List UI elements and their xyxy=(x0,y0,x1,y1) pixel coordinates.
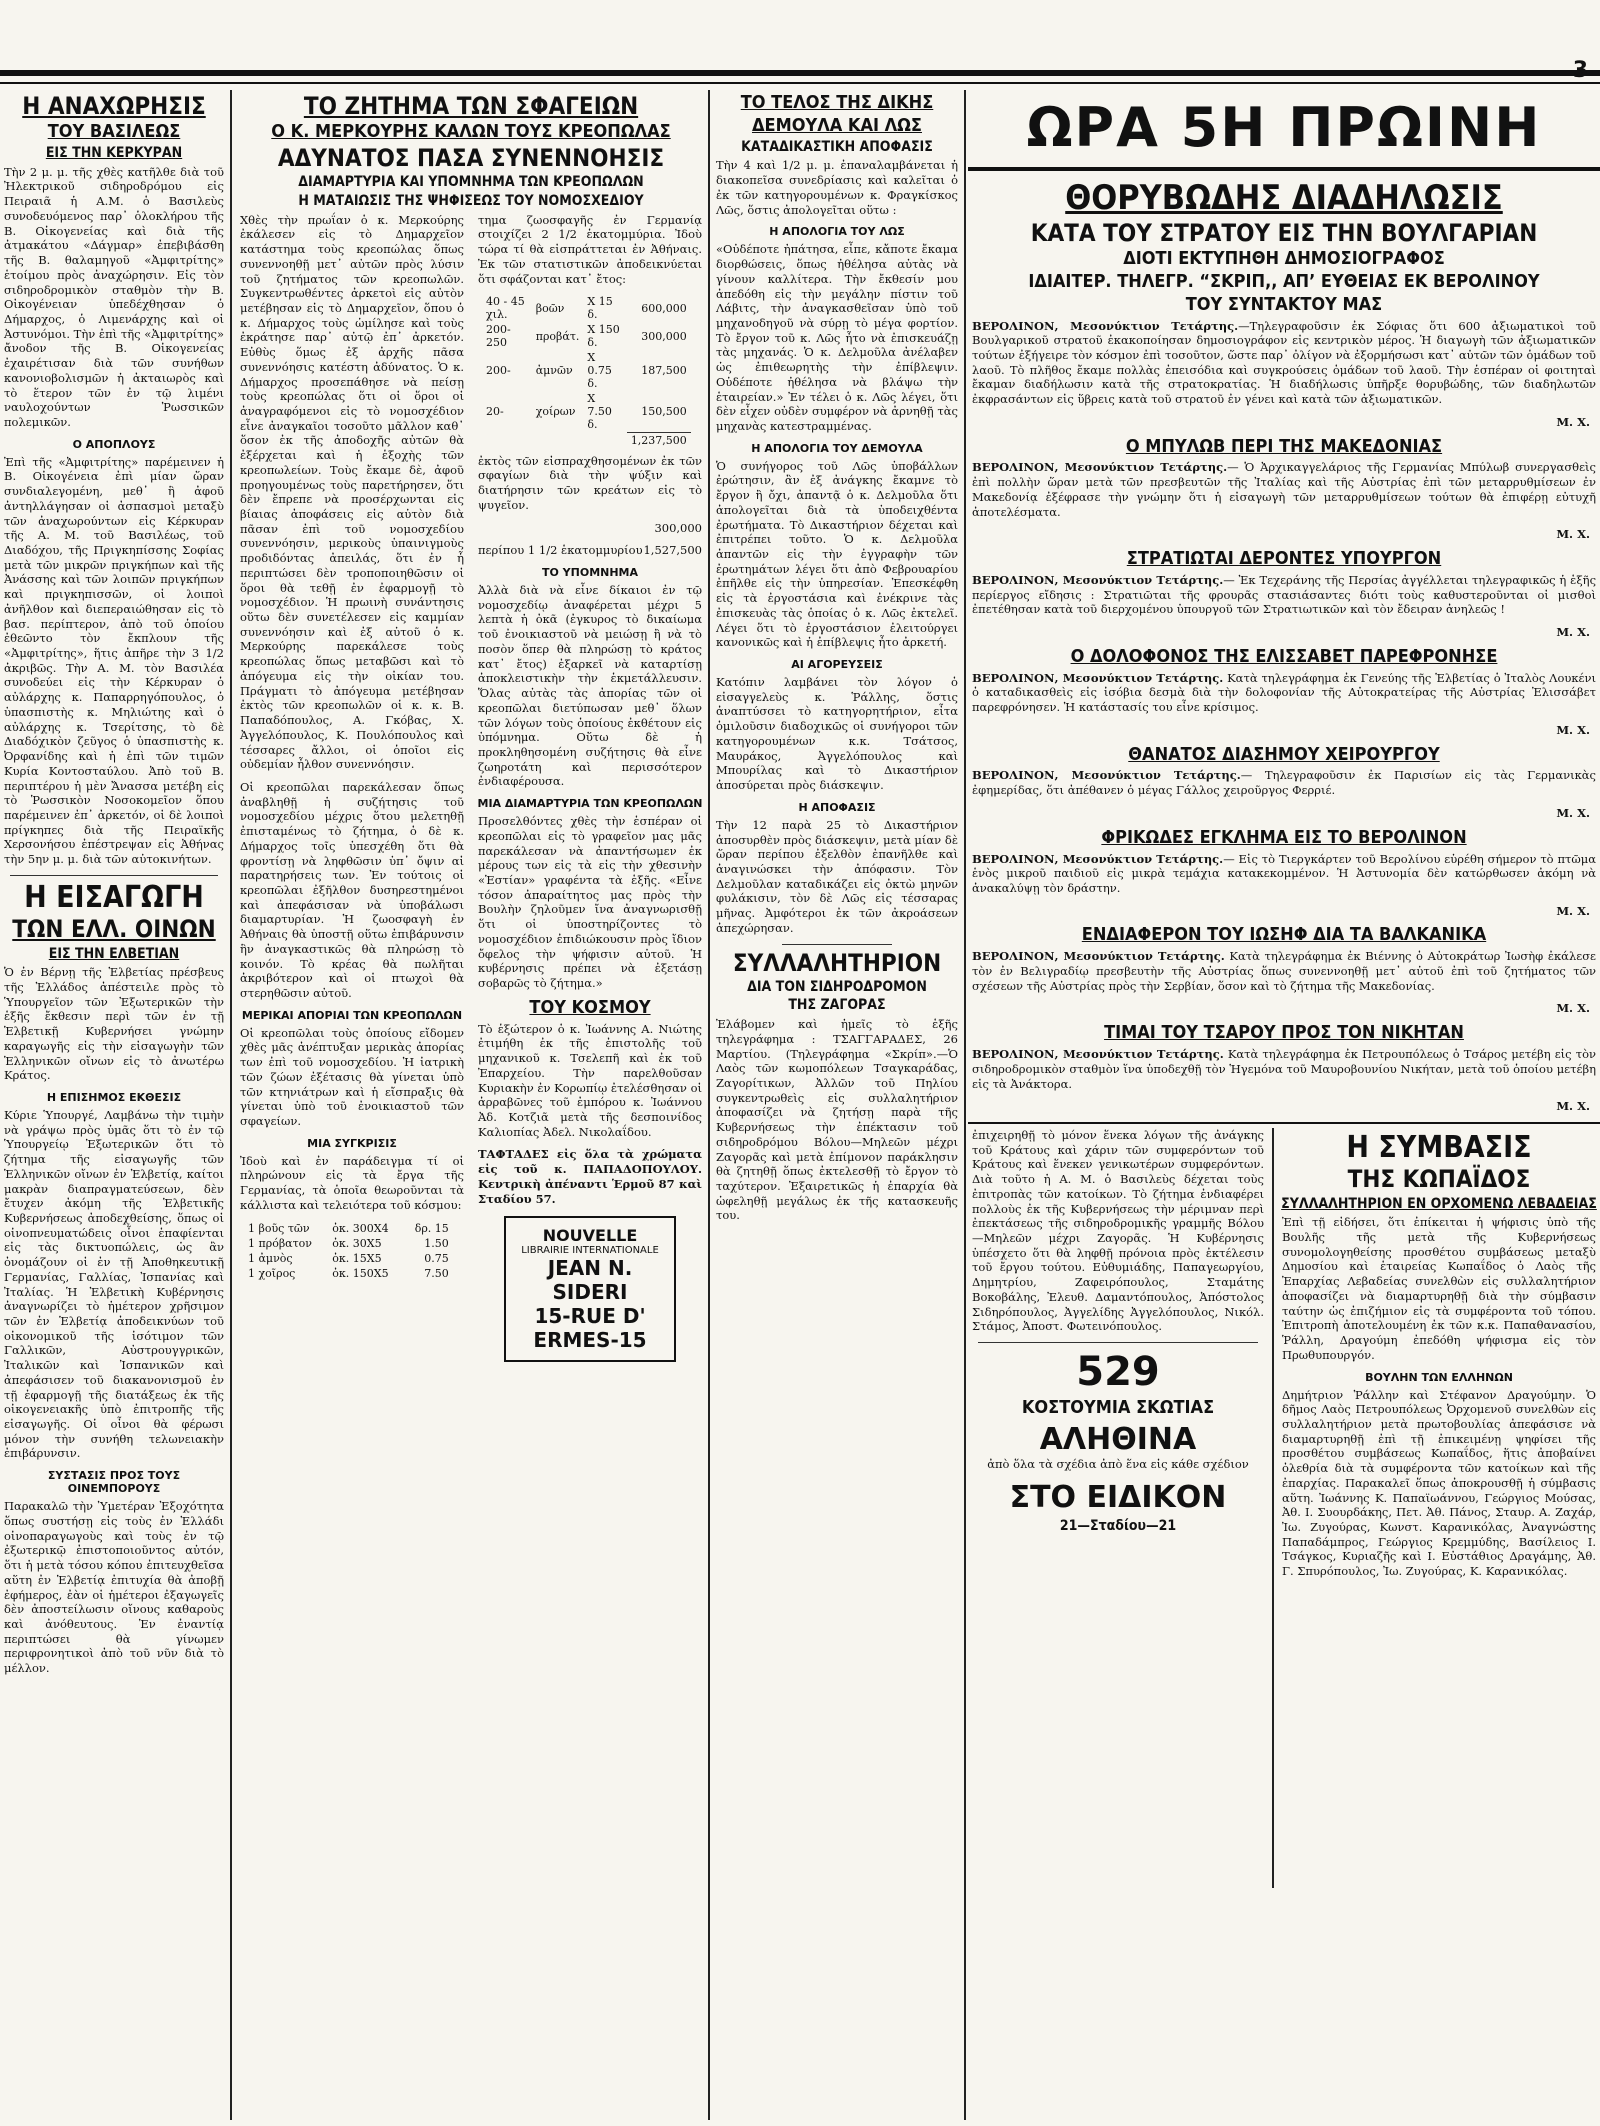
article-subheadline: ΕΙΣ ΤΗΝ ΚΕΡΚΥΡΑΝ xyxy=(45,145,183,162)
table-cell: Χ 15 δ. xyxy=(587,295,613,322)
dispatch-text: Κατὰ τηλεγράφημα ἐκ Πετρουπόλεως ὁ Τσάρος μετέβη εἰς τὸν σιδηροδρομικὸν σταθμὸν ἵνα ὑποδεχθῇ τὸν Ἡγεμόνα τοῦ Μαυροβουνίου Νικήταν, μετὰ τοῦ ὁποίου μετέβη εἰς τὰ Ἀνάκτορα. xyxy=(972,1047,1597,1091)
dispatch-body xyxy=(972,573,1596,617)
table-row xyxy=(482,322,691,350)
table-row xyxy=(482,350,691,391)
divider xyxy=(968,1122,1600,1124)
table-cell: 20- xyxy=(486,405,504,419)
table-row xyxy=(482,294,691,322)
article-body: Οἱ κρεοπῶλαι παρεκάλεσαν ὅπως ἀναβληθῇ ἡ συζήτησις τοῦ νομοσχεδίου μέχρις ὅτου μελετηθῇ ἐπισταμένως τὸ ζήτημα, ὁ δὲ κ. Δήμαρχος τοῖς ὑπεσχέθη ὅτι θὰ φροντίσῃ νὰ ληφθῶσιν ὑπ᾿ ὄψιν αἱ παρατηρήσεις των. Ἐν τούτοις οἱ κρεοπῶλαι ἐξῆλθον δυσηρεστημένοι καὶ ἀπεφάσισαν νὰ ὑποβάλωσι διαμαρτυρίαν. Ἡ ζωοσφαγὴ ἐν Ἀθήναις θὰ ὑποστῇ οὕτω ἐπιβάρυνσιν ἣν ἀναγκαστικῶς θὰ πληρώσῃ τὸ κοινόν. Τὸ κρέας θὰ πωλῆται ἀκριβότερον καὶ οἱ πτωχοὶ θὰ στερηθῶσιν αὐτοῦ. xyxy=(240,779,464,1001)
article-headline: ΘΑΝΑΤΟΣ ΔΙΑΣΗΜΟΥ ΧΕΙΡΟΥΡΓΟΥ xyxy=(1128,743,1440,765)
table-row xyxy=(244,1221,453,1236)
table-cell: Χ 7.50 δ. xyxy=(587,392,612,432)
ad-line: LIBRAIRIE INTERNATIONALE xyxy=(521,1245,659,1257)
signature: Μ. Χ. xyxy=(1556,625,1590,640)
article-headline: ΤΟ ΖΗΤΗΜΑ ΤΩΝ ΣΦΑΓΕΙΩΝ xyxy=(303,92,639,120)
article-body: Ὁ ἐν Βέρνῃ τῆς Ἑλβετίας πρέσβευς τῆς Ἑλλάδος ἀπέστειλε πρὸς τὸ Ὑπουργεῖον τῶν Ἐξωτερικῶν τὴν ἑξῆς ἔκθεσιν περὶ τῶν ἐν τῇ Ἑλβετικῇ Κυβερνήσει γνώμην καραγωγῆς εἰς τὴν εἰσαγωγὴν τῶν Ἑλληνικῶν οἴνων εἰς τὸ ἀνωτέρω Κράτος. xyxy=(4,965,224,1083)
dispatch-text: —Τηλεγραφοῦσιν ἐκ Σόφιας ὅτι 600 ἀξιωματικοὶ τοῦ Βουλγαρικοῦ στρατοῦ ἐκακοποίησαν δημοσιογράφον εἰς κεντρικὸν μέρος. Ἡ διαγωγὴ τῶν ἀξιωματικῶν τούτων ἐξήγειρε τὸν κόσμον ἐπὶ τοσοῦτον, ὥστε παρ᾿ ὀλίγον νὰ ἐξορμήσωσι κατ᾿ αὐτῶν τῶν ὁμάδων τοῦ λαοῦ. Τὸ πλῆθος ἔκαμε πολλὰς ἐπεισόδια καὶ συγκρούσεις ὁμάδων τοῦ λαοῦ. Τὴν ἑσπέραν οἱ φοιτηταὶ ἔκαμαν διαδήλωσιν κατὰ τῆς στρατοκρατίας. Ἡ διαδήλωσις ὑπῆρξε θορυβώδης, τῶν διαδηλωτῶν ἐκφρασάντων εἰς ὕβρεις κατὰ τοῦ στρατοῦ ἐν γένει καὶ κατὰ τῶν ἀξιωματικῶν. xyxy=(972,318,1596,407)
table-cell: 600,000 xyxy=(641,301,687,315)
section-subheading: Η ΑΠΟΦΑΣΙΣ xyxy=(798,800,876,814)
article-body: Ἐπὶ τῇ εἰδήσει, ὅτι ἐπίκειται ἡ ψήφισις ὑπὸ τῆς Βουλῆς τῆς μετὰ τῆς Κυβερνήσεως συνομολογηθείσης προσθέτου συμβάσεως μεταξὺ Δημοσίου καὶ ἑταιρείας Κωπαΐδος ὁ Λαὸς τῆς Ἐπαρχίας Λεβαδείας συνελθὼν εἰς συλλαλητήριον ἀποφασίζει νὰ διαμαρτυρηθῇ διὰ τὴν σύμβασιν ταύτην ὡς ἐπιζήμιον εἰς τὰ συμφέροντα τοῦ τόπου. Ἐπιτροπὴ ἀποτελουμένη ἐκ τῶν κ.κ. Παπαθανασίου, Ῥάλλη, Δραγούμη ἐπεδόθη ψήφισμα εἰς τὸν Πρωθυπουργόν. xyxy=(1282,1215,1596,1362)
article-headline: ΤΟ ΤΕΛΟΣ ΤΗΣ ΔΙΚΗΣ xyxy=(740,92,934,113)
article-subheadline: ΤΟΥ ΣΥΝΤΑΚΤΟΥ ΜΑΣ xyxy=(1185,293,1383,315)
column-1 xyxy=(0,90,228,2120)
dispatch-text: Κατὰ τηλεγράφημα ἐκ Βιέννης ὁ Αὐτοκράτωρ Ἰωσὴφ ἐκάλεσε τὸν ἐν Βελιγραδίῳ πρεσβευτὴν τῆς Αὐστρίας ὅπως συνεννοηθῇ μετ᾿ αὐτοῦ ἐπὶ τοῦ ζητήματος τῶν σχέσεων τῆς Αὐστρίας πρὸς τὴν Σερβίαν, ὅσον καὶ τὸ ζήτημα τῆς Μακεδονίας. xyxy=(972,949,1597,993)
article-headline: ΚΑΤΑ ΤΟΥ ΣΤΡΑΤΟΥ ΕΙΣ ΤΗΝ ΒΟΥΛΓΑΡΙΑΝ xyxy=(1030,218,1538,247)
article-headline: ΤΗΣ ΚΩΠΑΪΔΟΣ xyxy=(1347,1165,1531,1194)
ad-line: 21—Σταδίου—21 xyxy=(1059,1517,1177,1534)
dateline: ΒΕΡΟΛΙΝΟΝ, Μεσονύκτιον Τετάρτης. xyxy=(972,318,1239,333)
article-body: «Οὐδέποτε ἠπάτησα, εἶπε, κἄποτε ἔκαμα διορθώσεις, ὅπως ἠθέλησα αὐτὰς νὰ γίνουν καλλίτερα. Τὴν ἔκθεσίν μου ἀπεδόθη εἰς τὴν μεγάλην πίστιν τοῦ Λάβιτς, τὴν ἀναγκασθεῖσαν ὑπὸ τοῦ μηχανοδηγοῦ νὰ σύρῃ τὸ μέγα φορτίον. Τὸ ἔργον τοῦ κ. Λῶς ἦτο νὰ ἐπισκευάζῃ τὰς μηχανάς. Ὁ κ. Δελμοῦλα ἀνέλαβεν ὡς ἐπιθεωρητὴς τὴν ἐπίβλεψιν. Οὐδέποτε ἠθέλησα νὰ βλάψω τὴν ἑταιρείαν.» Ἐν τέλει ὁ κ. Λῶς λέγει, ὅτι δὲν εἶχεν οὐδὲν συμφέρον νὰ ἀρνηθῇ τὰς μηχανὰς κατεστραμμένας. xyxy=(716,242,958,433)
article-subheadline: ΚΑΤΑΔΙΚΑΣΤΙΚΗ ΑΠΟΦΑΣΙΣ xyxy=(741,138,933,155)
article-headline: Η ΣΥΜΒΑΣΙΣ xyxy=(1346,1129,1532,1165)
article-headline: Ο ΜΠΥΛΩΒ ΠΕΡΙ ΤΗΣ ΜΑΚΕΔΟΝΙΑΣ xyxy=(1125,435,1443,457)
article-body: Ἀλλὰ διὰ νὰ εἶνε δίκαιοι ἐν τῷ νομοσχεδίῳ ἀναφέρεται μέχρι 5 λεπτὰ ἡ ὀκᾶ (ἐγκυρος τὸ δικαίωμα τοῦ ἐνοικιαστοῦ νὰ μειώσῃ ἢ νὰ τὸ ποσὸν ὅπερ θὰ πληρώσῃ τὸ κράτος κατ᾿ ἔτος) ἐξαρκεῖ νὰ καταρτίσῃ ἀποκλειστικὴν τὴν ἑκμετάλλευσιν. Ὅλας αὐτὰς τὰς ἀπορίας τῶν οἱ κρεοπῶλαι διετύπωσαν μεθ᾿ ὅλων τῶν λόγων τοὺς ὁποίους ἐκθέτουν εἰς ὑπόμνημα. Οὕτω δὲ ἡ προκληθησομένη συζήτησις θὰ εἶνε ζωηροτάτη καὶ περισσότερον ἐνδιαφέρουσα. xyxy=(478,583,702,789)
section-subheading: ΣΥΣΤΑΣΙΣ ΠΡΟΣ ΤΟΥΣ ΟΙΝΕΜΠΟΡΟΥΣ xyxy=(47,1469,181,1496)
table-cell: ἀμνῶν xyxy=(535,364,573,378)
table-cell: 200-250 xyxy=(486,323,511,350)
article-headline: Η ΕΙΣΑΓΩΓΗ xyxy=(24,879,204,915)
table-cell: 300,000 xyxy=(641,329,687,343)
total-row xyxy=(478,543,702,558)
dispatch-text: Κατὰ τηλεγράφημα ἐκ Γενεύης τῆς Ἑλβετίας ὁ Ἰταλὸς Λουκένι ὁ καταδικασθεὶς εἰς ἰσόβια δεσμὰ διὰ τὴν δολοφονίαν τῆς Αὐτοκρατείρας τῆς Αὐστρίας Ἐλισσάβετ παρεφρόνησεν. Ἡ κατάστασίς του εἶνε κρίσιμος. xyxy=(972,670,1597,715)
article-body: Τὴν 4 καὶ 1/2 μ. μ. ἐπαναλαμβάνεται ἡ διακοπεῖσα συνεδρίασις καὶ καλεῖται ὁ ἐκ τῶν κατηγορουμένων κ. Φραγκίσκος Λῶς, ὅστις ἀπολογεῖται οὕτω : xyxy=(716,158,958,217)
article-body: Παρακαλῶ τὴν Ὑμετέραν Ἐξοχότητα ὅπως συστήσῃ εἰς τοὺς ἐν Ἑλλάδι οἰνοπαραγωγοὺς καὶ τοὺς ἐν τῷ ἐξωτερικῷ ἐπιστοποιοῦντος αὐτόν, ὅτι ἡ μετὰ τόσου κόπου ἐπιτευχθεῖσα αὕτη ἐν Ἑλβετίᾳ ἐπιτυχία θὰ ἀποβῇ ἐφήμερος, ἐὰν οἱ ἡμέτεροι ἐξαγωγεῖς δὲν ἀποστείλωσιν οἴνους καθαροὺς καὶ ἀνόθευτους. Ἐν ἐναντίᾳ περιπτώσει θὰ γίνωμεν περιφρονητικοὶ ἀπὸ τοῦ νῦν διὰ τὸ μέλλον. xyxy=(4,1499,224,1676)
table-cell: 7.50 xyxy=(424,1266,449,1280)
article-headline: ΣΤΡΑΤΙΩΤΑΙ ΔΕΡΟΝΤΕΣ ΥΠΟΥΡΓΟΝ xyxy=(1126,548,1442,570)
text-column-right xyxy=(474,213,706,1373)
article-headline: Ο ΔΟΛΟΦΟΝΟΣ ΤΗΣ ΕΛΙΣΣΑΒΕΤ ΠΑΡΕΦΡΟΝΗΣΕ xyxy=(1070,645,1498,667)
article-subheadline: ΔΙΑ ΤΟΝ ΣΙΔΗΡΟΔΡΟΜΟΝ xyxy=(747,978,927,995)
article-body: Ἰδοὺ καὶ ἐν παράδειγμα τί οἱ πληρώνουν εἰς τὰ ἔργα τῆς Γερμανίας, τὰ ὁποῖα θεωροῦνται τὰ κάλλιστα καὶ τελειότερα τοῦ κόσμου: xyxy=(240,1153,464,1212)
lower-split xyxy=(968,1128,1600,1888)
article-headline: ΦΡΙΚΩΔΕΣ ΕΓΚΛΗΜΑ ΕΙΣ ΤΟ ΒΕΡΟΛΙΝΟΝ xyxy=(1101,826,1467,848)
dispatch-text: — Ἐκ Τεχεράνης τῆς Περσίας ἀγγέλλεται τηλεγραφικῶς ἡ ἑξῆς περίεργος εἴδησις : Στρατιῶται τῆς φρουρᾶς στασιάσαντες διότι τοὺς καθυστεροῦνται οἱ μισθοὶ ἐπετέθησαν κατὰ τοῦ διερχομένου ὑπουργοῦ τῶν Στρατιωτικῶν καὶ τὸν ἔδειραν ἀνηλεῶς ! xyxy=(972,572,1597,617)
section-subheading: ΒΟΥΛΗΝ ΤΩΝ ΕΛΛΗΝΩΝ xyxy=(1365,1370,1513,1384)
table-cell: 1 βοῦς τῶν xyxy=(248,1221,310,1235)
section-subheading: ΤΟ ΥΠΟΜΝΗΜΑ xyxy=(541,566,639,580)
dateline: ΒΕΡΟΛΙΝΟΝ, Μεσονύκτιον Τετάρτης. xyxy=(972,460,1228,475)
article-subheadline: ΕΙΣ ΤΗΝ ΕΛΒΕΤΙΑΝ xyxy=(48,945,180,962)
column-rule xyxy=(708,90,710,2120)
table-cell: 200- xyxy=(486,364,511,378)
article-headline: ΕΝΔΙΑΦΕΡΟΝ ΤΟΥ ΙΩΣΗΦ ΔΙΑ ΤΑ ΒΑΛΚΑΝΙΚΑ xyxy=(1081,924,1487,946)
masthead-rule xyxy=(0,70,1600,76)
column-4 xyxy=(968,90,1600,2120)
section-subheading: ΜΙΑ ΔΙΑΜΑΡΤΥΡΙΑ ΤΩΝ ΚΡΕΟΠΩΛΩΝ xyxy=(477,797,703,811)
dispatch-body xyxy=(972,460,1596,519)
signature: Μ. Χ. xyxy=(1556,1001,1590,1016)
signature: Μ. Χ. xyxy=(1556,722,1590,737)
column-rule xyxy=(230,90,232,2120)
table-row xyxy=(244,1251,453,1266)
column-2 xyxy=(236,90,706,2120)
dispatch-body xyxy=(972,319,1596,407)
text-column-left xyxy=(236,213,468,1373)
table-cell: 0.75 xyxy=(424,1251,449,1265)
table-cell: χοίρων xyxy=(535,405,576,419)
table-cell: δρ. 15 xyxy=(414,1221,449,1235)
section-subheading: Η ΕΠΙΣΗΜΟΣ ΕΚΘΕΣΙΣ xyxy=(46,1090,182,1104)
article-body: Τὴν 2 μ. μ. τῆς χθὲς κατῆλθε διὰ τοῦ Ἠλεκτρικοῦ σιδηροδρόμου εἰς Πειραιᾶ ἡ Α.Μ. ὁ Βασιλεὺς συνοδευόμενος παρ᾿ ὁλοκλήρου τῆς Β. Οἰκογενείας καὶ διὰ τῆς ἀτμακάτου «Δάγμαρ» ἐπεβιβάσθη τῆς Β. θαλαμηγοῦ «Ἀμφιτρίτης» ἑτοίμου πρὸς ἀναχώρησιν. Εἰς τὸν σιδηροδρομικὸν σταθμὸν τὴν Β. Οἰκογένειαν ὑπεδέχθησαν ὁ Δήμαρχος, ὁ Λιμενάρχης καὶ οἱ Ἀστυνόμοι. Τὴν ἐπὶ τῆς «Ἀμφιτρίτης» ἄνοδον τῆς Β. Οἰκογενείας ἐχαιρέτισαν διὰ τῶν συνήθων κανονιοβολισμῶν ἡ ἀκταιωρὸς καὶ τὸ ἕτερον τῶν ἐν τῷ λιμένι ναυλοχούντων Ῥωσσικῶν πολεμικῶν. xyxy=(4,164,224,429)
column-rule xyxy=(1272,1128,1274,1888)
article-body: Οἱ κρεοπῶλαι τοὺς ὁποίους εἴδομεν χθὲς μᾶς ἀνέπτυξαν μερικὰς ἀπορίας των ἐπὶ τοῦ νομοσχεδίου. Ἡ ἰατρικὴ τῶν ζώων ἐξέτασις θὰ γίνεται ὑπὸ τῶν κτηνιάτρων καὶ ἡ εἴσπραξις θὰ γίνεται ὑπὸ τοῦ ἐνοικιαστοῦ τῶν σφαγείων. xyxy=(240,1025,464,1129)
table-cell: ὀκ. 15Χ5 xyxy=(332,1251,382,1265)
table-total: 1,237,500 xyxy=(627,432,691,448)
column-3 xyxy=(712,90,962,2120)
dispatch-body xyxy=(972,1047,1596,1091)
section-subheading: Η ΑΠΟΛΟΓΙΑ ΤΟΥ ΔΕΜΟΥΛΑ xyxy=(751,441,923,455)
dispatch-body xyxy=(972,852,1596,896)
section-subheading: ΑΙ ΑΓΟΡΕΥΣΕΙΣ xyxy=(791,658,883,672)
table-cell: Χ 150 δ. xyxy=(587,323,620,350)
advertisement-box xyxy=(504,1216,676,1362)
table-cell: ὀκ. 30Χ5 xyxy=(332,1236,382,1250)
dispatch-text: — Τηλεγραφοῦσιν ἐκ Παρισίων εἰς τὰς Γερμανικὰς ἐφημερίδας, ὅτι ἀπέθανεν ὁ μέγας Γάλλος χειροῦργος Φερριέ. xyxy=(972,768,1597,798)
signature: Μ. Χ. xyxy=(1556,1099,1590,1114)
ad-number: 529 xyxy=(1076,1349,1160,1395)
table-cell: βοῶν xyxy=(535,301,565,315)
ad-line: 15-RUE D' ERMES-15 xyxy=(533,1304,647,1353)
section-subheading: Ο ΑΠΟΠΛΟΥΣ xyxy=(72,437,156,451)
article-subheadline: ΔΙΟΤΙ ΕΚΤΥΠΗΘΗ ΔΗΜΟΣΙΟΓΡΑΦΟΣ xyxy=(1123,247,1445,269)
article-headline: ΔΕΜΟΥΛΑ ΚΑΙ ΛΩΣ xyxy=(751,114,922,136)
dispatch-body xyxy=(972,671,1596,715)
article-headline: ΘΟΡΥΒΩΔΗΣ ΔΙΑΔΗΛΩΣΙΣ xyxy=(1065,178,1503,218)
dispatch-body xyxy=(972,768,1596,797)
article-subheadline: Η ΜΑΤΑΙΩΣΙΣ ΤΗΣ ΨΗΦΙΣΕΩΣ ΤΟΥ ΝΟΜΟΣΧΕΔΙΟΥ xyxy=(298,192,644,209)
table-cell: 150,500 xyxy=(641,404,687,418)
ad-line: ἀπὸ ὅλα τὰ σχέδια ἀπὸ ἕνα εἰς κάθε σχέδιον xyxy=(987,1456,1249,1471)
article-body: ἐπιχειρηθῇ τὸ μόνον ἕνεκα λόγων τῆς ἀνάγκης τοῦ Κράτους καὶ χάριν τῶν συμφερόντων τοῦ Κράτους καὶ ἕνεκεν γενικωτέρων συμφερόντων. Διὰ τοῦτο ἡ Α. Μ. ὁ Βασιλεὺς δέχεται τοὺς ἐπιτροπὰς τῶν κατοίκων. Τὸ ζήτημα ἐνδιαφέρει πολλοὺς ἐκ τῆς Κυβερνήσεως τὴν μέριμναν περὶ ἐπεκτάσεως τῆς σιδηροδρομικῆς γραμμῆς Βόλου—Μηλεῶν μέχρι Ζαγορᾶς. Ἡ Κυβέρνησις ὑπέσχετο ὅτι θὰ ληφθῇ πρόνοια πρὸς ἐκτέλεσιν τοῦ ἔργου τούτου. Εὐθυμιάδης, Παπαγεωργίου, Δημητρίου, Ζαφειρόπουλος, Σταμάτης Βοκοβάλης, Ἐλευθ. Δαμαντόπουλος, Ἀπόστολος Σιδηρόπουλος, Ἀγγελίδης Ἀγγελόπουλος, Νικόλ. Στάμος, Ἀποστ. Φωτεινόπουλος. xyxy=(972,1127,1264,1334)
signature: Μ. Χ. xyxy=(1556,527,1590,542)
dateline: ΒΕΡΟΛΙΝΟΝ, Μεσονύκτιον Τετάρτης. xyxy=(972,768,1241,783)
dispatch-text: — Ὁ Ἀρχικαγγελάριος τῆς Γερμανίας Μπύλωβ συνεργασθεὶς ἐπὶ πολλὴν ὥραν μετὰ τῶν πρεσβευτῶν τῆς Ἰταλίας καὶ τῆς Αὐστρίας ἐπὶ τῶν μεταρρυθμίσεων ἐν Μακεδονίᾳ ἐξέφρασε τὴν γνώμην ὅτι ἡ εἰσαγωγὴ τῶν μεταρρυθμίσεων τούτων θὰ ἐπιφέρῃ εὐτυχῆ ἀποτελέσματα. xyxy=(972,460,1596,519)
ad-line: ΚΟΣΤΟΥΜΙΑ ΣΚΩΤΙΑΣ xyxy=(1021,1397,1215,1418)
two-column-text xyxy=(236,213,706,1373)
table-cell: ὀκ. 300Χ4 xyxy=(332,1221,389,1235)
signature: Μ. Χ. xyxy=(1556,414,1590,429)
article-body: Χθὲς τὴν πρωΐαν ὁ κ. Μερκούρης ἐκάλεσεν εἰς τὸ Δημαρχεῖον κατάστημα τοὺς κρεοπώλας ὅπως συνεννοηθῇ μετ᾿ αὐτῶν πρὸς λύσιν τοῦ ζητήματος τῶν κρεοπωλῶν. Συγκεντρωθέντες ἀρκετοὶ εἰς αὐτὸν μετέβησαν εἰς τὸ Δημαρχεῖον, ὅπου ὁ κ. Δήμαρχος τοὺς ὡμίλησε καὶ τοὺς ἐκράτησε παρ᾿ αὐτῷ ἐπ᾿ ἀρκετόν. Εὐθὺς ὅμως ἐξ ἀρχῆς πᾶσα συνεννόησις κατέστη ἀδύνατος. Ὁ κ. Δήμαρχος προσεπάθησε νὰ πείσῃ τοὺς κρεοπώλας ὅτι οἱ ὅροι οἱ ἀναγραφόμενοι εἰς τὸ νομοσχέδιον εἶνε ἀναγκαῖοι τοσοῦτο μᾶλλον καθ᾿ ὅσον ἐκ τῆς ἀποδοχῆς αὐτῶν θὰ ἐξέρχεται καὶ ἡ ἑξοχὴς τῶν κρεοπωλείων. Τοὺς ἔκαμε δὲ, ἀφοῦ προηγουμένως τοὺς παρετήρησεν, ὅτι δὲν ἔπρεπε νὰ προσέρχωνται εἰς βίαιας ἀποφάσεις εἰς αὐτὸν διὰ πᾶσαν ἐπὶ τοῦ νομοσχεδίου συνεννόησιν, μερικοὺς ὑπαινιγμοὺς προδιδόντας ἀπειλάς, ὅτι ἐν ἧ περιπτώσει δὲν τροποποιηθῶσιν οἱ ὅροι θὰ τεθῇ ἐν ἐφαρμογῇ τὸ νομοσχέδιον. Ἡ πρωινὴ συνάντησις οὕτω δὲν συνετέλεσεν εἰς καμμίαν συνεννόησιν καὶ ἐξ αὐτοῦ ὁ κ. Μερκούρης παρεκάλεσε τοὺς κρεοπώλας ὅπως μεταβῶσι καὶ τὸ ἀπόγευμα εἰς τὴν οἰκίαν του. Πράγματι τὸ ἀπόγευμα μετέβησαν ἐκτὸς τῶν κρεοπωλῶν οἱ κ. κ. Β. Παπαδόπουλος, Α. Γκόβας, Χ. Ἀγγελόπουλος, Κ. Πουλόπουλος καὶ τέσσαρες ἄλλοι, οἱ ὁποῖοι εἰς οὐδεμίαν ἦλθον συνεννόησιν. xyxy=(240,212,464,772)
article-headline: ΑΔΥΝΑΤΟΣ ΠΑΣΑ ΣΥΝΕΝΝΟΗΣΙΣ xyxy=(277,144,665,173)
dateline: ΒΕΡΟΛΙΝΟΝ, Μεσονύκτιον Τετάρτης. xyxy=(972,949,1225,964)
article-body: τημα ζωοσφαγῆς ἐν Γερμανίᾳ στοιχίζει 2 1/2 ἑκατομμύρια. Ἰδοὺ τώρα τί θὰ εἰσπράττεται ἐν Ἀθήναις. Ἐκ τῶν στατιστικῶν ἀποδεικνύεται ὅτι σφάζονται κατ᾿ ἔτος: xyxy=(478,212,702,286)
article-body: Δημήτριον Ῥάλλην καὶ Στέφανον Δραγούμην. Ὁ δῆμος Λαὸς Πετρουπόλεως Ὀρχομενοῦ συνελθὼν εἰς συλλαλητήριον μετὰ πρωτοβουλίας ἀπεφάσισε νὰ διαμαρτυρηθῇ ἐπὶ τῇ ἐπικειμένῃ ψηφίσει τῆς προσθέτου συμβάσεως Κωπαΐδος, ἥτις ἀποβαίνει ὀλεθρία διὰ τὰ συμφέροντα τῶν κατοίκων καὶ τῆς ἐπαρχίας. Παρακαλεῖ ὅπως ἀποκρουσθῇ ἡ σύμβασις αὕτη. Ἰωάννης Κ. Παπαϊωάννου, Γεώργιος Μούσας, Ἀθ. Ι. Συουρδάκης, Πετ. Ἀθ. Πάνος, Σταυρ. Α. Ζαχάρ, Ἰω. Ζυγούρας, Κωνστ. Καρανικόλας, Ἀναγνώστης Παπαδάμπρος, Γεώργιος Κρεμμύδης, Βασίλειος Ι. Τσάγκος, Κυριαζῆς καὶ Ι. Εὐστάθιος Δραγάμης, Ἀθ. Γ. Σπυρόπουλος, Ἰω. Ζυγούρας, Κ. Καρανικόλας. xyxy=(1282,1387,1596,1579)
dispatch-body xyxy=(972,949,1596,993)
article-subheadline: ΤΗΣ ΖΑΓΟΡΑΣ xyxy=(788,997,886,1014)
article-body: ἐκτὸς τῶν εἰσπραχθησομένων ἐκ τῶν σφαγίων διὰ τὴν ψύξιν καὶ διατήρησιν τῶν κρεάτων εἰς τὸ ψυγεῖον. xyxy=(478,453,702,512)
dateline: ΒΕΡΟΛΙΝΟΝ, Μεσονύκτιον Τετάρτης. xyxy=(972,670,1224,685)
column-rule xyxy=(964,90,966,2120)
table-cell: 187,500 xyxy=(641,364,687,378)
table-row xyxy=(244,1266,453,1281)
table-cell: 1 ἀμνὸς xyxy=(248,1251,293,1265)
dateline: ΒΕΡΟΛΙΝΟΝ, Μεσονύκτιον Τετάρτης. xyxy=(972,851,1224,866)
article-headline: ΤΟΥ ΚΟΣΜΟΥ xyxy=(529,996,651,1018)
table-cell: 40 - 45 χιλ. xyxy=(486,295,525,322)
section-subheading: ΜΙΑ ΣΥΓΚΡΙΣΙΣ xyxy=(307,1136,397,1150)
lower-right-column xyxy=(1278,1128,1600,1587)
article-headline: Ο Κ. ΜΕΡΚΟΥΡΗΣ ΚΑΛΩΝ ΤΟΥΣ ΚΡΕΟΠΩΛΑΣ xyxy=(271,121,671,143)
article-body: Τὴν 12 παρὰ 25 τὸ Δικαστήριον ἀποσυρθὲν πρὸς διάσκεψιν, μετὰ μίαν δὲ ὥραν περίπου ἐξελθὸν ἐπανῆλθε καὶ ἀναγινώσκει τὴν ἀπόφασιν. Τὸν Δελμοῦλαν καταδικάζει εἰς ὀκτὼ μηνῶν φυλάκισιν, τὸν δὲ Λῶς εἰς τέσσαρας μῆνας. Ἀμφότεροι ἐκ τῶν ἀκροάσεων ἀπεχώρησαν. xyxy=(716,817,958,935)
table-cell: ὀκ. 150Χ5 xyxy=(332,1266,389,1280)
dateline: ΒΕΡΟΛΙΝΟΝ, Μεσονύκτιον Τετάρτης. xyxy=(972,572,1224,587)
table-cell: 1.50 xyxy=(424,1236,449,1250)
dispatch-text: — Εἰς τὸ Τιεργκάρτεν τοῦ Βερολίνου εὑρέθη σήμερον τὸ πτῶμα ἑνὸς μικροῦ παιδιοῦ εἰς μικρὰ τεμάχια κατακεκομμένον. Ἡ Ἀστυνομία δὲν κατώρθωσεν ἀκόμη νὰ ἀνακαλύψῃ τὸν δράστην. xyxy=(972,851,1596,895)
article-subheadline: ΙΔΙΑΙΤΕΡ. ΤΗΛΕΓΡ. “ΣΚΡΙΠ,, ΑΠ’ ΕΥΘΕΙΑΣ ΕΚ ΒΕΡΟΛΙΝΟΥ xyxy=(1028,270,1540,292)
ad-line: NOUVELLE xyxy=(542,1226,638,1246)
article-body: Προσελθόντες χθὲς τὴν ἑσπέραν οἱ κρεοπῶλαι εἰς τὸ γραφεῖον μας μᾶς παρεκάλεσαν νὰ ἀπαντήσωμεν ἐκ μέρους των εἰς τὰ εἰς τὴν χθεσινὴν «Ἑστίαν» γραφέντα τὰ ἑξῆς. «Εἶνε τόσον ἀπαραίτητος μας πρὸς τὴν Βουλὴν ζηλοῦμεν ἴνα ἀναγνωρισθῇ ὅτι οἱ ὑποστηρίζοντες τὸ νομοσχέδιον ἐπιδιώκουσιν πρὸς ἴδιον ὄφελος τὴν ψήφισιν αὐτοῦ. Ἡ κυβέρνησις πρέπει νὰ ἐξετάσῃ σοβαρῶς τὸ ζήτημα.» xyxy=(478,814,702,991)
signature: Μ. Χ. xyxy=(1556,903,1590,918)
table-cell: 1 πρόβατον xyxy=(248,1236,312,1250)
article-subheadline: ΔΙΑΜΑΡΤΥΡΙΑ ΚΑΙ ΥΠΟΜΝΗΜΑ ΤΩΝ ΚΡΕΟΠΩΛΩΝ xyxy=(298,174,644,191)
table-row xyxy=(244,1236,453,1251)
article-headline: ΤΩΝ ΕΛΛ. ΟΙΝΩΝ xyxy=(12,915,216,944)
table-cell: προβάτ. xyxy=(535,329,580,343)
lower-left-column xyxy=(968,1128,1268,1537)
ad-line: ΣΤΟ ΕΙΔΙΚΟΝ xyxy=(1009,1479,1227,1515)
article-body: Ἐπὶ τῆς «Ἀμφιτρίτης» παρέμεινεν ἡ Β. Οἰκογένεια ἐπὶ μίαν ὥραν συνδιαλεγομένη, μεθ᾿ ἣ ἀφοῦ ἀντηλλάγησαν οἱ ἀσπασμοὶ μεταξὺ τῶν ἀναχωρούντων εἰς Κέρκυραν τῆς Α. Μ. τοῦ Βασιλέως, τοῦ Διαδόχου, τῆς Πριγκηπίσσης Σοφίας μετὰ τῶν μικρῶν πριγκήπων καὶ τῆς Ἀνάσσης καὶ τῶν λοιπῶν πριγκήπων καὶ πριγκηπισσῶν, οἱ λοιποὶ ἀνῆλθον καὶ διεπεραιώθησαν εἰς τὸ βασ. περίπτερον, ἀπὸ τοῦ ὁποίου ἐθεῶντο τὸν ἔκπλουν τῆς «Ἀμφιτρίτης», ἥτις ἀπῆρε τὴν 3 1/2 ἀκριβῶς. Τὴν Α. Μ. τὸν Βασιλέα συνοδεύει εἰς τὴν Κέρκυραν ὁ αὐλάρχης κ. Παπαρρηγόπουλος, ὁ ὑπασπιστὴς κ. Μηλιώτης καὶ ὁ αὐλάρχης κ. Τσερίτσης, τὸ δὲ Διαδόχικὸν ζεῦγος ὁ ὑπασπιστὴς κ. Ὀρφανίδης καὶ ἡ ἐπὶ τῶν τιμῶν Κυρία Κοντοσταύλου. Ἀπὸ τοῦ Β. περιπτέρου ἡ μὲν Ἄνασσα μετέβη εἰς τὸ Ῥωσσικὸν Νοσοκομεῖον ὅπου παρέμεινεν ἐπ᾿ ἀρκετόν, οἱ δὲ λοιποὶ πρίγκηπες διὰ τῆς Πειραϊκῆς Χερσονήσου ἐπέστρεψαν εἰς Ἀθήνας τὴν 5ην μ. μ. διὰ τῶν αὐτοκινήτων. xyxy=(4,454,224,867)
article-body: Κύριε Ὑπουργέ, Λαμβάνω τὴν τιμὴν νὰ γράψω πρὸς ὑμᾶς ὅτι τὸ ἐν τῷ Ὑπουργείῳ Ἐξωτερικῶν ὅτι τὸ ζήτημα τῆς εἰσαγωγῆς τῶν Ἑλληνικῶν οἴνων ἐν Ἑλβετίᾳ, καίτοι μακρὰν διαπραγματεύσεων, δὲν ἔτυχεν ἀκόμη τῆς Ἑλβετικῆς Κυβερνήσεως ἀποδεχθείσης, ὅπως οἱ οἰνοπνευματώδεις οἶνοι ἑπαφίενται εἰς τὰς δικτυοπώλεις, ὡς ἂν ὀνομάζουν οἱ ἐν τῇ Ἀποθηκευτικῇ Γερμανίας, Γαλλίας, Ἰσπανίας καὶ Ἰταλίας. Ἡ Ἑλβετικὴ Κυβέρνησις ἀναγνωρίζει τὸ ἡμέτερον χρῆσιμον τῶν ἐν Ἑλβετίᾳ ἀποδεικνύων τοῦ οἰκονομικοῦ τῆς ἰσότιμον τῶν Γαλλικῶν, Αὐστρουγγρικῶν, Ἰταλικῶν καὶ Ἰσπανικῶν καὶ ἀπεφάσισεν τοῦ διακανονισμοῦ ἐν τῇ ἐφαρμογῇ τῆς διατάξεως ἐκ τῆς οἰκογενειακῆς ὑπὸ ἐπιτροπῆς τῆς εἰσαγωγῆς. Οἱ οἶνοι θὰ φέρωσι μόνον τὴν συνήθη τελωνειακὴν ἐπιβάρυνσιν. xyxy=(4,1107,224,1461)
article-headline: ΤΟΥ ΒΑΣΙΛΕΩΣ xyxy=(47,121,181,143)
table-cell: 1 χοῖρος xyxy=(248,1266,296,1280)
section-subheading: ΜΕΡΙΚΑΙ ΑΠΟΡΙΑΙ ΤΩΝ ΚΡΕΟΠΩΛΩΝ xyxy=(241,1008,463,1022)
price-table xyxy=(482,294,691,448)
divider xyxy=(10,875,218,876)
divider xyxy=(782,944,892,945)
comparison-table xyxy=(244,1221,453,1281)
masthead-rule-thin xyxy=(0,82,1600,84)
advertisement-text: ΤΑΦΤΑΔΕΣ εἰς ὅλα τὰ χρώματα εἰς τοῦ κ. ΠΑΠΑΔΟΠΟΥΛΟΥ. Κεντρικὴ ἀπέναντι Ἑρμοῦ 87 καὶ Σταδίου 57. xyxy=(478,1147,702,1206)
article-body: Ὁ συνήγορος τοῦ Λῶς ὑποβάλλων ἐρώτησιν, ἂν ἐξ ἀνάγκης ἔκαμνε τὸ ἔργον ἢ ὄχι, ἀπαντᾷ ὁ κ. Δελμοῦλα ὅτι ἀπολογεῖται διὰ τὰ ὑποδειχθέντα ἐρωτήματα. Τὸ Δικαστήριον δέχεται καὶ ἐπιτρέπει τοῦτο. Ὁ κ. Δελμοῦλα ἀπαντῶν εἰς τὴν ἐγγραφὴν τῶν ἐρωτημάτων λέγει ὅτι ἀπὸ Φεβρουαρίου ἐπῆλθε εἰς τὴν ὑπηρεσίαν. Ἐπεσκέφθη εἰς τὰ ἐργοστάσια καὶ ἐνέκρινε τὰς ἐπισκευὰς τὰς ὁποίας ὁ κ. Λῶς ἐκτελεῖ. Λέγει ὅτι τὸ ἐργοστάσιον ἐλειτούργει κανονικῶς καὶ ἡ ἐπίβλεψις ἦτο ἀρκετή. xyxy=(716,458,958,650)
table-cell: Χ 0.75 δ. xyxy=(587,351,612,391)
article-headline: Η ΑΝΑΧΩΡΗΣΙΣ xyxy=(22,92,206,120)
section-subheading: Η ΑΠΟΛΟΓΙΑ ΤΟΥ ΛΩΣ xyxy=(769,225,905,239)
dateline: ΒΕΡΟΛΙΝΟΝ, Μεσονύκτιον Τετάρτης. xyxy=(972,1047,1224,1062)
ad-line: JEAN N. SIDERI xyxy=(547,1256,633,1305)
article-subheadline: ΣΥΛΛΑΛΗΤΗΡΙΟΝ ΕΝ ΟΡΧΟΜΕΝΩ ΛΕΒΑΔΕΙΑΣ xyxy=(1281,1195,1597,1212)
ad-line: ΑΛΗΘΙΝΑ xyxy=(1039,1421,1197,1457)
article-headline: ΤΙΜΑΙ ΤΟΥ ΤΣΑΡΟΥ ΠΡΟΣ ΤΟΝ ΝΙΚΗΤΑΝ xyxy=(1104,1022,1464,1044)
total-label: περίπου 1 1/2 ἑκατομμυρίου xyxy=(478,543,643,558)
table-total: 1,527,500 xyxy=(643,543,702,558)
late-news-banner: ΩΡΑ 5Η ΠΡΩΙΝΗ xyxy=(968,90,1600,171)
page-number: 3 xyxy=(1572,58,1588,83)
signature: Μ. Χ. xyxy=(1556,805,1590,820)
table-row xyxy=(482,391,691,432)
article-body: Τὸ ἑξώτερον ὁ κ. Ἰωάννης Α. Νιώτης ἐτιμήθη ἐκ τῆς ἐπιστολῆς τοῦ μηχανικοῦ κ. Τσελεπῆ καὶ ἐκ τοῦ Ἐπαρχείου. Τὴν παρελθοῦσαν Κυριακὴν ἐν Κορωπίῳ ἐτελέσθησαν οἱ ἀρραβῶνες τοῦ ἐμπόρου κ. Ἰωάννου Ἀδ. Κοτζιᾶ μετὰ τῆς δεσποινίδος Καλιοπίας Ἀδελ. Νικολαΐδου. xyxy=(478,1021,703,1139)
article-body: Κατόπιν λαμβάνει τὸν λόγον ὁ εἰσαγγελεὺς κ. Ῥάλλης, ὅστις ἀναπτύσσει τὸ κατηγορητήριον, εἶτα ὁμιλοῦσιν διαδοχικῶς οἱ συνήγοροι τῶν κατηγορουμένων κ.κ. Τσάτσος, Μαυράκος, Ἀγγελόπουλος καὶ Μπουρίλας καὶ τὸ Δικαστήριον ἀποσύρεται πρὸς διάσκεψιν. xyxy=(716,675,958,793)
article-headline: ΣΥΛΛΑΛΗΤΗΡΙΟΝ xyxy=(732,948,942,977)
article-body: Ἐλάβομεν καὶ ἡμεῖς τὸ ἑξῆς τηλεγράφημα : ΤΣΑΓΓΑΡΑΔΕΣ, 26 Μαρτίου. (Τηλεγράφημα «Σκρίπ».—Ὁ Λαὸς τῶν κωμοπόλεων Τσαγκαράδας, Ζαγορίτικων, Ἀλλῶν τοῦ Πηλίου συγκεντρωθεὶς εἰς συλλαλητήριον ἀποφασίζει νὰ ζητήσῃ παρὰ τῆς Κυβερνήσεως τὴν ἐπέκτασιν τοῦ σιδηροδρόμου Βόλου—Μηλεῶν μέχρι Ζαγορᾶς καὶ μετὰ ἐπίμονον παράκλησιν θὰ ζητηθῇ ὅπως ἐκτελεσθῇ τὸ ἔργον τὸ ταχύτερον. Ἐξαιρετικῶς ἡ ἐπαρχία θὰ ὠφεληθῇ μεγάλως ἐκ τῆς κατασκευῆς του. xyxy=(716,1017,958,1223)
table-total: 300,000 xyxy=(654,520,702,535)
divider xyxy=(978,1342,1258,1343)
